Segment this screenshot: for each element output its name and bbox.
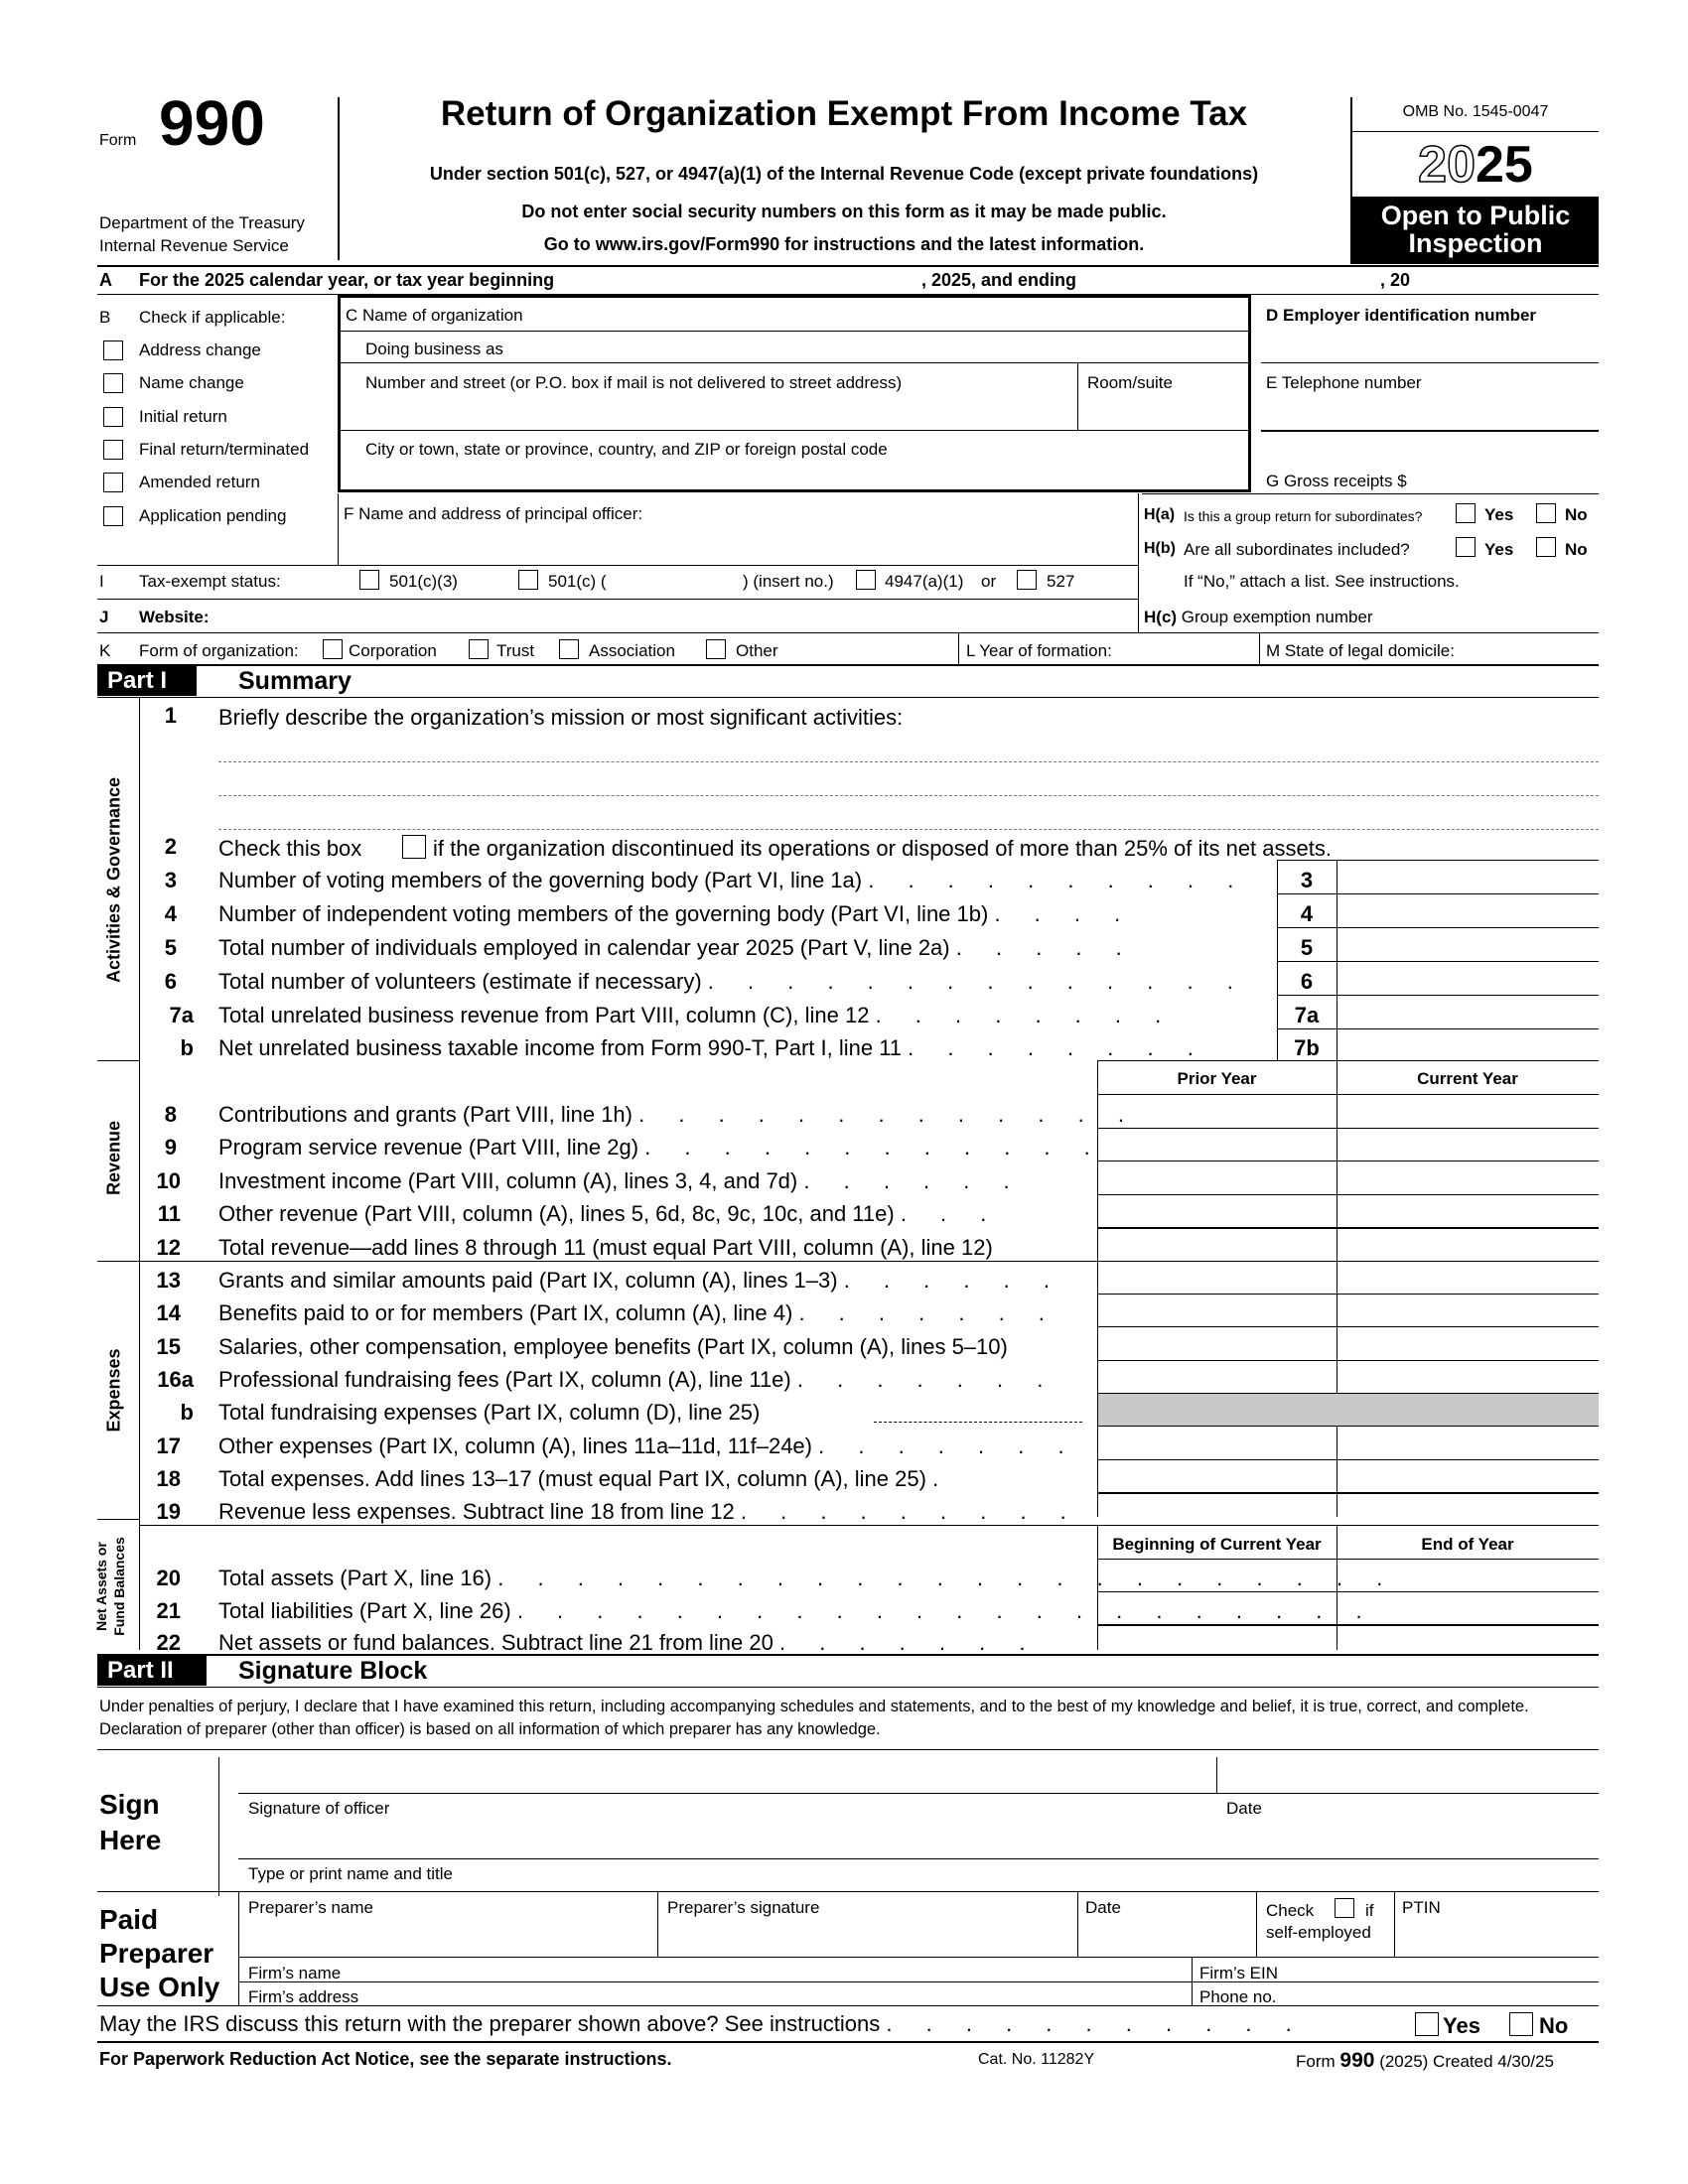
hc-text	[1144, 608, 1373, 627]
department: Department of the Treasury	[99, 213, 305, 232]
checkbox-address-change[interactable]	[103, 341, 123, 360]
line-7b-dots: . . . . . . . .	[908, 1035, 1207, 1060]
room-suite-label: Room/suite	[1087, 373, 1173, 392]
part2-title: Signature Block	[238, 1657, 428, 1685]
paid-word: Paid	[99, 1904, 159, 1935]
line-17-text	[218, 1433, 1078, 1459]
principal-officer-label: F Name and address of principal officer:	[344, 504, 643, 523]
cat-number: Cat. No. 11282Y	[978, 2051, 1095, 2068]
line-3-label: Number of voting members of the governing body (Part VI, line 1a)	[218, 868, 863, 892]
checkbox-application-pending[interactable]	[103, 506, 123, 526]
line-11-num: 11	[157, 1201, 181, 1226]
form-title: Return of Organization Exempt From Income Tax	[440, 94, 1248, 133]
year-formation-label: L Year of formation:	[966, 641, 1112, 660]
label-initial-return: Initial return	[139, 407, 227, 426]
hb-yes-checkbox[interactable]	[1456, 537, 1476, 557]
line-19-num: 19	[156, 1499, 181, 1524]
line-9-dots: . . . . . . . . . . . .	[644, 1135, 1104, 1160]
line-16b-num: b	[180, 1400, 194, 1425]
form-of-org-label: Form of organization:	[139, 641, 299, 660]
line-i-letter: I	[99, 572, 104, 591]
line-16b-shaded	[1098, 1394, 1599, 1426]
penalty-statement: Under penalties of perjury, I declare that I have examined this return, including accompanying schedules and statements, and to the best of my knowledge and belief, it is true, correct, and complete. Declaration of preparer (other than officer) is based on all information of which preparer has any knowledge.	[99, 1698, 1529, 1738]
line-17-dots: . . . . . . .	[818, 1433, 1078, 1458]
ha-text: Is this a group return for subordinates?	[1184, 508, 1423, 524]
line-8-num: 8	[164, 1102, 177, 1127]
gross-receipts-label: G Gross receipts $	[1266, 472, 1407, 490]
form-subtitle-1: Under section 501(c), 527, or 4947(a)(1) of the Internal Revenue Code (except private foundations)	[429, 164, 1259, 184]
preparer-date-label: Date	[1085, 1898, 1121, 1917]
label-application-pending: Application pending	[139, 506, 287, 525]
sig-date-label: Date	[1226, 1799, 1262, 1818]
line-a-mid: , 2025, and ending	[921, 270, 1077, 290]
label-association: Association	[589, 641, 675, 660]
line-18-dots: .	[932, 1466, 953, 1491]
line-13-num: 13	[156, 1268, 181, 1293]
irs-service: Internal Revenue Service	[99, 236, 289, 255]
street-label: Number and street (or P.O. box if mail is not delivered to street address)	[365, 373, 903, 392]
line-10-label: Investment income (Part VIII, column (A), lines 3, 4, and 7d)	[218, 1168, 798, 1193]
line-19-dots: . . . . . . . . .	[740, 1499, 1080, 1524]
check-label: Check	[1266, 1901, 1315, 1920]
line-13-dots: . . . . . .	[843, 1268, 1063, 1293]
footer-form-id	[1296, 2049, 1554, 2073]
city-label: City or town, state or province, country, and ZIP or foreign postal code	[365, 440, 888, 459]
sign-here	[99, 1787, 161, 1858]
footer-form-word: Form	[1296, 2052, 1336, 2071]
dba-label: Doing business as	[365, 340, 503, 358]
line-2-pre: Check this box	[218, 836, 362, 861]
col-beginning-year: Beginning of Current Year	[1112, 1535, 1322, 1554]
hb-no-checkbox[interactable]	[1536, 537, 1556, 557]
line-20-num: 20	[156, 1566, 181, 1590]
line-17-label: Other expenses (Part IX, column (A), lines 11a–11d, 11f–24e)	[218, 1433, 812, 1458]
line-14-num: 14	[156, 1300, 181, 1325]
ein-label: D Employer identification number	[1266, 306, 1537, 325]
line-4-text	[218, 901, 1134, 927]
side-label-net-1: Net Assets or	[93, 1542, 109, 1631]
line-20-text	[218, 1566, 1396, 1591]
line-5-box: 5	[1300, 935, 1314, 960]
section-b-heading: Check if applicable:	[139, 308, 286, 327]
firm-name-label: Firm’s name	[248, 1964, 342, 1982]
line-3-num: 3	[164, 868, 177, 892]
here-word: Here	[99, 1825, 162, 1855]
checkbox-amended-return[interactable]	[103, 473, 123, 492]
line-4-label: Number of independent voting members of the governing body (Part VI, line 1b)	[218, 901, 989, 926]
preparer-signature-label: Preparer’s signature	[667, 1898, 820, 1917]
line-13-label: Grants and similar amounts paid (Part IX, column (A), lines 1–3)	[218, 1268, 838, 1293]
checkbox-discontinued[interactable]	[402, 835, 426, 859]
line-7b-box: 7b	[1294, 1035, 1320, 1060]
preparer-name-label: Preparer’s name	[248, 1898, 373, 1917]
line-15-num: 15	[156, 1334, 181, 1359]
omb-number: OMB No. 1545-0047	[1402, 103, 1549, 120]
part1-label: Part I	[97, 666, 197, 696]
tax-exempt-label: Tax-exempt status:	[139, 572, 281, 591]
line-11-label: Other revenue (Part VIII, column (A), lines 5, 6d, 8c, 9c, 10c, and 11e)	[218, 1201, 895, 1226]
tax-year-outline: 20	[1418, 136, 1476, 194]
part2-label: Part II	[97, 1656, 207, 1686]
line-6-box: 6	[1300, 969, 1314, 994]
label-501c3: 501(c)(3)	[389, 572, 458, 591]
line-4-dots: . . . .	[994, 901, 1135, 926]
line-a-letter: A	[99, 270, 112, 290]
line-j-letter: J	[99, 608, 109, 626]
paperwork-notice: For Paperwork Reduction Act Notice, see the separate instructions.	[99, 2049, 672, 2069]
col-end-of-year: End of Year	[1421, 1535, 1514, 1554]
line-10-text	[218, 1168, 1024, 1194]
firm-address-label: Firm’s address	[248, 1987, 359, 2006]
hb-no-label: No	[1565, 540, 1588, 559]
line-16a-num: 16a	[157, 1367, 194, 1392]
form-number: 990	[159, 87, 265, 159]
website-label: Website:	[139, 608, 210, 626]
line-2-num: 2	[164, 834, 177, 859]
line-6-num: 6	[164, 969, 177, 994]
line-19-text	[218, 1499, 1080, 1525]
label-insert-no: ) (insert no.)	[743, 572, 834, 591]
line-21-label: Total liabilities (Part X, line 26)	[218, 1598, 511, 1623]
paid-preparer	[99, 1903, 219, 2004]
org-name-label: C Name of organization	[346, 306, 523, 325]
label-501c: 501(c) (	[548, 572, 607, 591]
line-21-text	[218, 1598, 1376, 1624]
col-prior-year: Prior Year	[1177, 1069, 1257, 1088]
part1-title: Summary	[238, 667, 352, 695]
line-10-dots: . . . . . .	[803, 1168, 1024, 1193]
checkbox-corporation[interactable]	[323, 639, 343, 659]
line-16b-entry[interactable]	[874, 1422, 1082, 1423]
checkbox-501c[interactable]	[518, 570, 538, 590]
label-name-change: Name change	[139, 373, 244, 392]
line-12-num: 12	[156, 1235, 181, 1260]
discuss-yes-checkbox[interactable]	[1415, 2012, 1439, 2036]
officer-signature-line[interactable]	[238, 1793, 1599, 1794]
label-trust: Trust	[496, 641, 535, 660]
preparer-word: Preparer	[99, 1938, 214, 1969]
line-11-dots: . . .	[900, 1201, 1001, 1226]
checkbox-name-change[interactable]	[103, 373, 123, 393]
line-13-text	[218, 1268, 1063, 1294]
hc-text-span: Group exemption number	[1181, 608, 1373, 626]
checkbox-final-return[interactable]	[103, 440, 123, 460]
line-7a-text	[218, 1003, 1175, 1028]
footer-form-rest: (2025) Created 4/30/25	[1379, 2052, 1554, 2071]
hb-label: H(b)	[1144, 540, 1176, 557]
line-22-text	[218, 1630, 1039, 1656]
line-3-dots: . . . . . . . . . .	[868, 868, 1248, 892]
line-2-post: if the organization discontinued its operations or disposed of more than 25% of its net assets.	[433, 836, 1332, 861]
line-14-dots: . . . . . . .	[798, 1300, 1058, 1325]
line-8-label: Contributions and grants (Part VIII, line 1h)	[218, 1102, 633, 1127]
use-only-word: Use Only	[99, 1972, 220, 2002]
inspection-text: Inspection	[1408, 228, 1543, 258]
tax-year	[1352, 135, 1599, 195]
sign-word: Sign	[99, 1789, 160, 1820]
checkbox-527[interactable]	[1017, 570, 1037, 590]
line-20-label: Total assets (Part X, line 16)	[218, 1566, 492, 1590]
line-a-end: , 20	[1380, 270, 1411, 290]
line-18-text	[218, 1466, 952, 1492]
hc-label: H(c)	[1144, 608, 1178, 626]
line-5-dots: . . . . .	[955, 935, 1136, 960]
line-16a-label: Professional fundraising fees (Part IX, column (A), line 11e)	[218, 1367, 791, 1392]
hb-text: Are all subordinates included?	[1184, 540, 1410, 559]
ha-no-label: No	[1565, 505, 1588, 524]
line-6-text	[218, 969, 1247, 995]
line-a-text: For the 2025 calendar year, or tax year beginning	[139, 270, 555, 290]
self-employed-label: self-employed	[1266, 1923, 1371, 1942]
line-5-text	[218, 935, 1136, 961]
line-3-text	[218, 868, 1247, 893]
ha-yes-label: Yes	[1484, 505, 1514, 524]
ha-label: H(a)	[1144, 506, 1176, 523]
line-7b-num: b	[180, 1035, 194, 1060]
line-22-num: 22	[156, 1630, 181, 1655]
line-21-dots: . . . . . . . . . . . . . . . . . . . . . .	[516, 1598, 1376, 1623]
form-subtitle-2: Do not enter social security numbers on this form as it may be made public.	[521, 202, 1167, 221]
if-label: if	[1365, 1901, 1374, 1920]
telephone-label: E Telephone number	[1266, 373, 1422, 392]
line-7b-text	[218, 1035, 1207, 1061]
ptin-label: PTIN	[1402, 1898, 1441, 1917]
checkbox-association[interactable]	[559, 639, 579, 659]
side-label-expenses: Expenses	[103, 1348, 124, 1433]
sig-officer-label: Signature of officer	[248, 1799, 390, 1818]
line-1-num: 1	[164, 703, 177, 728]
label-4947: 4947(a)(1)	[885, 572, 964, 591]
hb-if-no: If “No,” attach a list. See instructions.	[1184, 572, 1460, 591]
discuss-text: May the IRS discuss this return with the preparer shown above? See instructions	[99, 2011, 881, 2036]
line-9-text	[218, 1135, 1104, 1160]
hb-yes-label: Yes	[1484, 540, 1514, 559]
checkbox-other[interactable]	[706, 639, 726, 659]
line-16b-text: Total fundraising expenses (Part IX, column (D), line 25)	[218, 1400, 761, 1425]
label-or: or	[981, 572, 997, 591]
tax-year-bold: 25	[1476, 136, 1533, 194]
form-word: Form	[99, 132, 137, 149]
label-amended-return: Amended return	[139, 473, 260, 491]
line-7a-label: Total unrelated business revenue from Part VIII, column (C), line 12	[218, 1003, 870, 1027]
line-7b-label: Net unrelated business taxable income from Form 990-T, Part I, line 11	[218, 1035, 903, 1060]
side-label-net-2: Fund Balances	[111, 1537, 127, 1636]
line-17-num: 17	[156, 1433, 181, 1458]
line-18-label: Total expenses. Add lines 13–17 (must equal Part IX, column (A), line 25)	[218, 1466, 926, 1491]
line-5-num: 5	[164, 935, 177, 960]
line-3-box: 3	[1300, 868, 1314, 892]
footer-form-number: 990	[1339, 2049, 1375, 2072]
line-16a-dots: . . . . . . .	[796, 1367, 1057, 1392]
type-name-label: Type or print name and title	[248, 1864, 454, 1883]
officer-name-line[interactable]	[238, 1858, 1599, 1859]
line-18-num: 18	[156, 1466, 181, 1491]
self-employed-checkbox[interactable]	[1335, 1898, 1354, 1918]
line-6-label: Total number of volunteers (estimate if necessary)	[218, 969, 702, 994]
discuss-no-label: No	[1539, 2013, 1569, 2038]
open-public-text: Open to Public	[1380, 201, 1571, 230]
firm-ein-label: Firm’s EIN	[1199, 1964, 1279, 1982]
line-12-text: Total revenue—add lines 8 through 11 (must equal Part VIII, column (A), line 12)	[218, 1235, 993, 1260]
line-9-label: Program service revenue (Part VIII, line 2g)	[218, 1135, 639, 1160]
line-8-text	[218, 1102, 1138, 1128]
phone-no-label: Phone no.	[1199, 1987, 1277, 2006]
line-6-dots: . . . . . . . . . . . . . .	[707, 969, 1247, 994]
line-22-label: Net assets or fund balances. Subtract line 21 from line 20	[218, 1630, 774, 1655]
label-527: 527	[1047, 572, 1075, 591]
line-21-num: 21	[156, 1598, 181, 1623]
label-address-change: Address change	[139, 341, 261, 359]
line-8-dots: . . . . . . . . . . . . .	[638, 1102, 1138, 1127]
line-k-letter: K	[99, 641, 111, 660]
line-14-label: Benefits paid to or for members (Part IX, column (A), line 4)	[218, 1300, 793, 1325]
form-subtitle-3: Go to www.irs.gov/Form990 for instructions and the latest information.	[543, 234, 1145, 254]
line-4-box: 4	[1300, 901, 1314, 926]
line-5-label: Total number of individuals employed in calendar year 2025 (Part V, line 2a)	[218, 935, 950, 960]
col-current-year: Current Year	[1417, 1069, 1518, 1088]
open-public-box	[1352, 197, 1599, 264]
line-7a-num: 7a	[169, 1003, 194, 1027]
ha-yes-checkbox[interactable]	[1456, 503, 1476, 523]
line-1-text: Briefly describe the organization’s mission or most significant activities:	[218, 705, 904, 730]
label-corporation: Corporation	[349, 641, 437, 660]
line-7a-dots: . . . . . . . .	[875, 1003, 1176, 1027]
line-11-text	[218, 1201, 1000, 1227]
line-15-text: Salaries, other compensation, employee benefits (Part IX, column (A), lines 5–10)	[218, 1334, 1008, 1359]
state-domicile-label: M State of legal domicile:	[1266, 641, 1455, 660]
checkbox-trust[interactable]	[469, 639, 489, 659]
label-final-return: Final return/terminated	[139, 440, 310, 459]
line-4-num: 4	[164, 901, 177, 926]
line-22-dots: . . . . . . .	[779, 1630, 1040, 1655]
discuss-yes-label: Yes	[1443, 2013, 1480, 2038]
line-20-dots: . . . . . . . . . . . . . . . . . . . . . . .	[497, 1566, 1397, 1590]
side-label-activities: Activities & Governance	[103, 776, 124, 984]
line-16a-text	[218, 1367, 1056, 1393]
checkbox-4947[interactable]	[856, 570, 876, 590]
line-10-num: 10	[156, 1168, 181, 1193]
checkbox-initial-return[interactable]	[103, 407, 123, 427]
checkbox-501c3[interactable]	[359, 570, 379, 590]
discuss-no-checkbox[interactable]	[1509, 2012, 1533, 2036]
line-19-label: Revenue less expenses. Subtract line 18 from line 12	[218, 1499, 735, 1524]
section-b-letter: B	[99, 308, 111, 327]
label-other: Other	[736, 641, 778, 660]
discuss-dots: . . . . . . . . . . .	[886, 2011, 1306, 2036]
side-label-revenue: Revenue	[103, 1120, 124, 1196]
ha-no-checkbox[interactable]	[1536, 503, 1556, 523]
discuss-question	[99, 2011, 1306, 2037]
line-7a-box: 7a	[1294, 1003, 1320, 1027]
line-9-num: 9	[164, 1135, 177, 1160]
line-14-text	[218, 1300, 1058, 1326]
